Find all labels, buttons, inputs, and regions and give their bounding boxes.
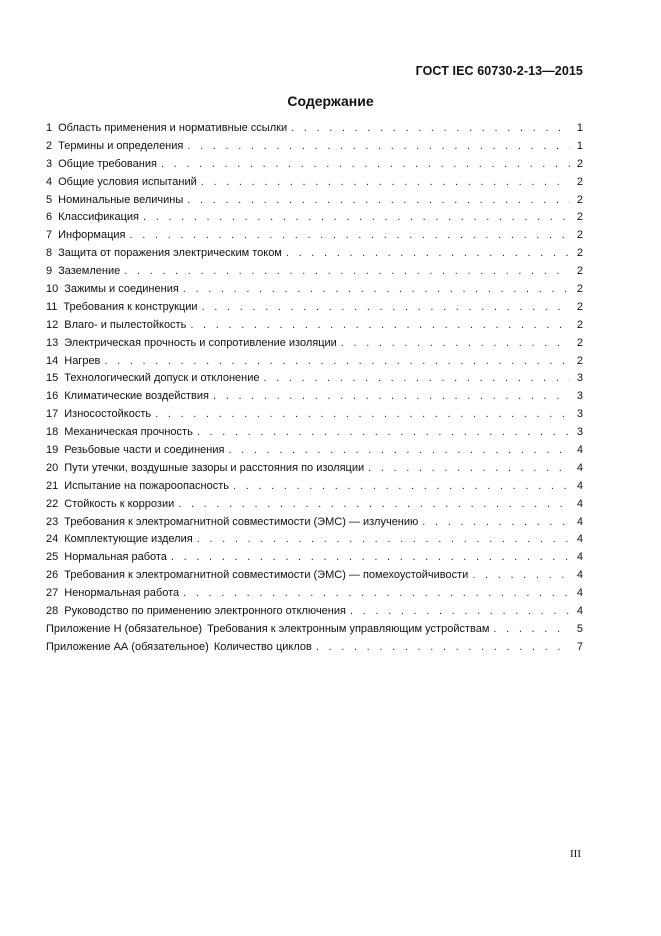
toc-entry-title: Информация bbox=[58, 229, 126, 242]
dot-leader bbox=[228, 442, 570, 460]
dot-leader bbox=[233, 478, 570, 496]
dot-leader bbox=[190, 317, 570, 335]
toc-entry-page: 2 bbox=[576, 318, 583, 331]
toc-entry-page: 2 bbox=[576, 265, 583, 278]
toc-entry[interactable] bbox=[46, 174, 583, 192]
toc-entry-number: 24 bbox=[46, 533, 59, 546]
dot-leader bbox=[124, 263, 570, 281]
toc-entry-title: Пути утечки, воздушные зазоры и расстояния по изоляции bbox=[64, 461, 365, 474]
toc-entry-number: 3 bbox=[46, 157, 53, 170]
toc-entry-number: 27 bbox=[46, 587, 59, 600]
toc-entry[interactable] bbox=[46, 156, 583, 174]
toc-entry-title: Стойкость к коррозии bbox=[64, 497, 175, 510]
toc-entry-page: 3 bbox=[576, 408, 583, 421]
toc-entry[interactable] bbox=[46, 263, 583, 281]
toc-entry-title: Общие условия испытаний bbox=[58, 175, 197, 188]
toc-entry-title: Защита от поражения электрическим током bbox=[58, 247, 282, 260]
toc-entry-number: 5 bbox=[46, 193, 53, 206]
toc-entry-title: Испытание на пожароопасность bbox=[64, 479, 230, 492]
toc-entry-title: Ненормальная работа bbox=[64, 587, 180, 600]
toc-entry[interactable] bbox=[46, 496, 583, 514]
toc-entry-title: Номинальные величины bbox=[58, 193, 184, 206]
toc-entry-title: Общие требования bbox=[58, 157, 157, 170]
toc-entry-page: 3 bbox=[576, 426, 583, 439]
dot-leader bbox=[368, 460, 570, 478]
toc-entry-page: 1 bbox=[576, 139, 583, 152]
toc-entry[interactable] bbox=[46, 281, 583, 299]
toc-entry[interactable] bbox=[46, 567, 583, 585]
toc-entry[interactable] bbox=[46, 460, 583, 478]
toc-entry-title: Требования к электромагнитной совместимости (ЭМС) — излучению bbox=[64, 515, 419, 528]
dot-leader bbox=[286, 245, 570, 263]
toc-entry-title: Заземление bbox=[58, 265, 121, 278]
toc-entry-title: Классификация bbox=[58, 211, 139, 224]
toc-entry-page: 2 bbox=[576, 354, 583, 367]
dot-leader bbox=[104, 353, 570, 371]
toc-entry-number: 8 bbox=[46, 247, 53, 260]
contents-heading: Содержание bbox=[287, 93, 374, 109]
dot-leader bbox=[178, 496, 570, 514]
toc-entry-number: 1 bbox=[46, 122, 53, 134]
toc-entry-number: 19 bbox=[46, 444, 59, 457]
toc-entry-number: 18 bbox=[46, 426, 59, 439]
toc-entry-number: 23 bbox=[46, 515, 59, 528]
toc-entry-page: 7 bbox=[576, 640, 583, 653]
dot-leader bbox=[316, 639, 570, 657]
toc-entry-page: 1 bbox=[576, 122, 583, 134]
dot-leader bbox=[213, 388, 570, 406]
toc-entry-page: 5 bbox=[576, 622, 583, 635]
dot-leader bbox=[171, 549, 570, 567]
toc-entry-number: 10 bbox=[46, 283, 59, 296]
toc-entry[interactable] bbox=[46, 442, 583, 460]
toc-entry-page: 2 bbox=[576, 157, 583, 170]
toc-entry-number: 17 bbox=[46, 408, 59, 421]
toc-entry[interactable] bbox=[46, 120, 583, 138]
dot-leader bbox=[422, 514, 570, 532]
toc-entry-title: Влаго- и пылестойкость bbox=[64, 318, 187, 331]
toc-entry-number: 13 bbox=[46, 336, 59, 349]
toc-entry[interactable] bbox=[46, 138, 583, 156]
toc-entry-title: Резьбовые части и соединения bbox=[64, 444, 225, 457]
dot-leader bbox=[472, 567, 570, 585]
toc-entry-page: 2 bbox=[576, 300, 583, 313]
toc-entry-page: 4 bbox=[576, 551, 583, 564]
dot-leader bbox=[187, 138, 570, 156]
dot-leader bbox=[129, 227, 570, 245]
toc-entry[interactable] bbox=[46, 531, 583, 549]
toc-entry-title: Термины и определения bbox=[58, 139, 184, 152]
toc-entry-page: 4 bbox=[576, 479, 583, 492]
dot-leader bbox=[197, 531, 570, 549]
standard-designation: ГОСТ IEC 60730-2-13—2015 bbox=[415, 64, 583, 78]
toc-entry-number: 20 bbox=[46, 461, 59, 474]
toc-entry-title: Требования к электромагнитной совместимости (ЭМС) — помехоустойчивости bbox=[64, 569, 469, 582]
toc-entry-number: 25 bbox=[46, 551, 59, 564]
toc-entry-page: 4 bbox=[576, 569, 583, 582]
toc-entry[interactable] bbox=[46, 209, 583, 227]
toc-entry-number: 16 bbox=[46, 390, 59, 403]
annex-label: Приложение АА (обязательное) bbox=[46, 640, 209, 653]
toc-entry-number: 11 bbox=[46, 300, 58, 313]
toc-entry-title: Количество циклов bbox=[213, 640, 312, 653]
toc-entry[interactable] bbox=[46, 299, 583, 317]
toc-entry[interactable] bbox=[46, 227, 583, 245]
page-number: III bbox=[570, 848, 581, 860]
toc-entry-number: 12 bbox=[46, 318, 59, 331]
dot-leader bbox=[493, 621, 570, 639]
toc-entry-title: Климатические воздействия bbox=[64, 390, 210, 403]
dot-leader bbox=[202, 299, 570, 317]
toc-entry[interactable] bbox=[46, 388, 583, 406]
toc-entry-number: 21 bbox=[46, 479, 59, 492]
toc-entry-number: 6 bbox=[46, 211, 53, 224]
toc-entry-number: 9 bbox=[46, 265, 53, 278]
dot-leader bbox=[350, 603, 570, 621]
toc-entry-page: 4 bbox=[576, 515, 583, 528]
toc-entry[interactable] bbox=[46, 585, 583, 603]
toc-entry[interactable] bbox=[46, 192, 583, 210]
toc-entry-annex[interactable] bbox=[46, 621, 583, 639]
dot-leader bbox=[291, 120, 570, 138]
dot-leader bbox=[155, 406, 570, 424]
toc-entry-number: 4 bbox=[46, 175, 53, 188]
dot-leader bbox=[197, 424, 570, 442]
toc-entry-number: 15 bbox=[46, 372, 59, 385]
toc-entry-number: 2 bbox=[46, 139, 53, 152]
toc-entry-page: 4 bbox=[576, 497, 583, 510]
toc-entry-title: Электрическая прочность и сопротивление изоляции bbox=[64, 336, 337, 349]
toc-entry-title: Требования к конструкции bbox=[63, 300, 198, 313]
table-of-contents bbox=[46, 120, 583, 657]
toc-entry-title: Технологический допуск и отклонение bbox=[64, 372, 260, 385]
toc-entry-page: 4 bbox=[576, 605, 583, 618]
toc-entry-title: Комплектующие изделия bbox=[64, 533, 193, 546]
toc-entry-page: 4 bbox=[576, 444, 583, 457]
toc-entry-title: Нагрев bbox=[64, 354, 101, 367]
toc-entry-title: Износостойкость bbox=[64, 408, 152, 421]
toc-entry-page: 3 bbox=[576, 390, 583, 403]
dot-leader bbox=[263, 370, 570, 388]
toc-entry-number: 14 bbox=[46, 354, 59, 367]
toc-entry[interactable] bbox=[46, 478, 583, 496]
dot-leader bbox=[187, 192, 570, 210]
toc-entry-title: Область применения и нормативные ссылки bbox=[58, 122, 288, 134]
toc-entry[interactable] bbox=[46, 317, 583, 335]
toc-entry-title: Требования к электронным управляющим устройствам bbox=[207, 622, 490, 635]
toc-entry[interactable] bbox=[46, 335, 583, 353]
toc-entry[interactable] bbox=[46, 406, 583, 424]
toc-entry-page: 4 bbox=[576, 587, 583, 600]
toc-entry-annex[interactable] bbox=[46, 639, 583, 657]
toc-entry-page: 2 bbox=[576, 283, 583, 296]
dot-leader bbox=[143, 209, 570, 227]
toc-entry[interactable] bbox=[46, 514, 583, 532]
toc-entry-page: 4 bbox=[576, 533, 583, 546]
toc-entry-title: Нормальная работа bbox=[64, 551, 167, 564]
toc-entry-number: 28 bbox=[46, 605, 59, 618]
annex-label: Приложение Н (обязательное) bbox=[46, 622, 203, 635]
toc-entry-title: Руководство по применению электронного отключения bbox=[64, 605, 346, 618]
toc-entry-page: 3 bbox=[576, 372, 583, 385]
toc-entry[interactable] bbox=[46, 353, 583, 371]
toc-entry-title: Зажимы и соединения bbox=[64, 283, 179, 296]
toc-entry-page: 2 bbox=[576, 211, 583, 224]
dot-leader bbox=[341, 335, 570, 353]
toc-entry-page: 4 bbox=[576, 461, 583, 474]
toc-entry-number: 26 bbox=[46, 569, 59, 582]
toc-entry-page: 2 bbox=[576, 175, 583, 188]
toc-entry[interactable] bbox=[46, 603, 583, 621]
toc-entry-number: 22 bbox=[46, 497, 59, 510]
toc-entry[interactable] bbox=[46, 245, 583, 263]
toc-entry[interactable] bbox=[46, 370, 583, 388]
toc-entry-page: 2 bbox=[576, 229, 583, 242]
toc-entry-title: Механическая прочность bbox=[64, 426, 193, 439]
toc-entry-number: 7 bbox=[46, 229, 53, 242]
dot-leader bbox=[183, 585, 570, 603]
dot-leader bbox=[161, 156, 570, 174]
toc-entry[interactable] bbox=[46, 424, 583, 442]
toc-entry-page: 2 bbox=[576, 193, 583, 206]
dot-leader bbox=[201, 174, 570, 192]
toc-entry-page: 2 bbox=[576, 247, 583, 260]
toc-entry[interactable] bbox=[46, 549, 583, 567]
toc-entry-page: 2 bbox=[576, 336, 583, 349]
dot-leader bbox=[183, 281, 570, 299]
